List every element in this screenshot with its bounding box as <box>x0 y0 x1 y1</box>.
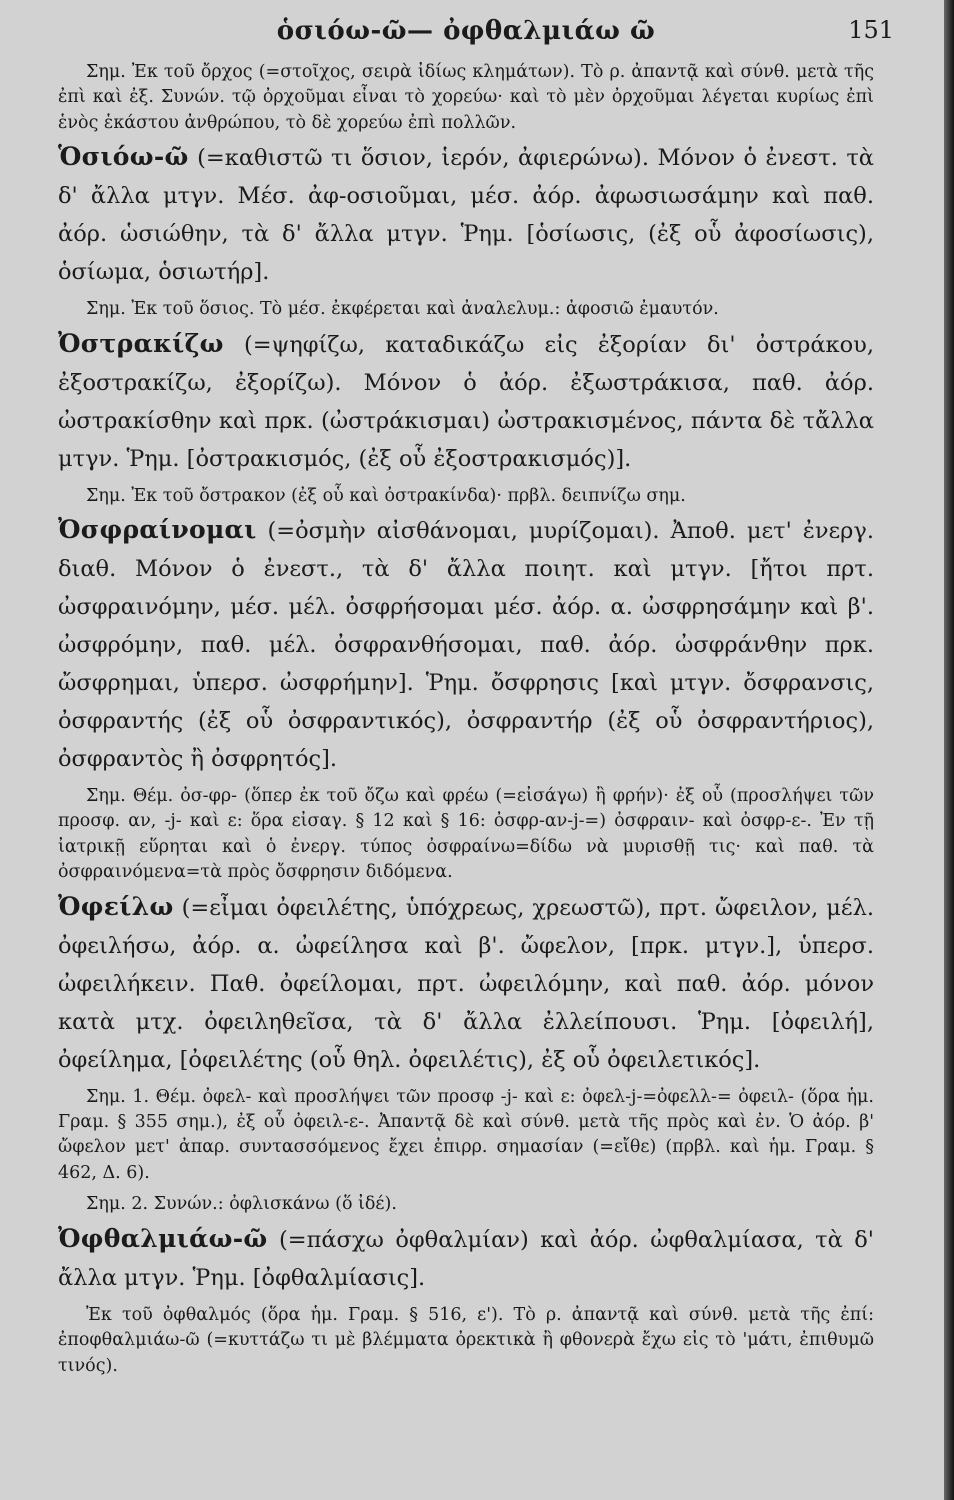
entry-lemma: Ὀφείλω <box>58 891 174 921</box>
note-text: Σημ. Ἐκ τοῦ ὄστρακον (ἐξ οὗ καὶ ὀστρακίνδα)· πρβλ. δειπνίζω σημ. <box>86 485 686 506</box>
note-text: Σημ. 1. Θέμ. ὀφελ- καὶ προσλήψει τῶν προσφ -j- καὶ ε: ὀφελ-j-=ὀφελλ-= ὀφειλ- (ὅρα ἡμ. Γραμ. § 355 σημ.), ἐξ οὗ ὀφειλ-ε-. Ἀπαντᾷ δὲ καὶ σύνθ. μετὰ τῆς πρὸς καὶ ἐν. Ὁ ἀόρ. β' ὤφελον μετ' ἀπαρ. συντασσόμενος ἔχει ἐπιρρ. σημασίαν (=εἴθε) (πρβλ. καὶ ἡμ. Γραμ. § 462, Δ. 6). <box>58 1086 874 1183</box>
note-ostrakizo <box>58 484 874 509</box>
entry-lemma: Ὀστρακίζω <box>58 328 224 358</box>
note-opheilo-1 <box>58 1085 874 1187</box>
note-text: Σημ. 2. Συνών.: ὀφλισκάνω (ὅ ἰδέ). <box>86 1194 397 1215</box>
page-header <box>58 10 894 54</box>
entry-osphrainomai <box>58 511 874 778</box>
page-number: 151 <box>848 16 894 44</box>
note-orcheomai <box>58 60 874 136</box>
entry-text: (=ὀσμὴν αἰσθάνομαι, μυρίζομαι). Ἀποθ. μετ' ἐνεργ. διαθ. Μόνον ὁ ἐνεστ., τὰ δ' ἄλλα ποιητ. καὶ μτγν. [ἤτοι πρτ. ὠσφραινόμην, μέσ. μέλ. ὀσφρήσομαι μέσ. ἀόρ. α. ὠσφρησάμην καὶ β'. ὠσφρόμην, παθ. μέλ. ὀσφρανθήσομαι, παθ. ἀόρ. ὠσφράνθην πρκ. ὤσφρημαι, ὑπερσ. ὠσφρήμην]. Ῥημ. ὄσφρησις [καὶ μτγν. ὄσφρανσις, ὀσφραντής (ἐξ οὗ ὀσφραντικός), ὀσφραντήρ (ἐξ οὗ ὀσφραντήριος), ὀσφραντὸς ἢ ὀσφρητός]. <box>58 518 874 773</box>
entry-hosioo <box>58 138 874 291</box>
entry-lemma: Ὀσφραίνομαι <box>58 515 257 545</box>
entry-ophthalmiao <box>58 1220 874 1297</box>
note-ophthalmiao <box>58 1303 874 1379</box>
entry-text: (=εἶμαι ὀφειλέτης, ὑπόχρεως, χρεωστῶ), πρτ. ὤφειλον, μέλ. ὀφειλήσω, ἀόρ. α. ὠφείλησα καὶ β'. ὤφελον, [πρκ. μτγν.], ὑπερσ. ὠφειλήκειν. Παθ. ὀφείλομαι, πρτ. ὠφειλόμην, καὶ παθ. ἀόρ. μόνον κατὰ μτχ. ὀφειληθεῖσα, τὰ δ' ἄλλα ἐλλείπουσι. Ῥημ. [ὀφειλή], ὀφείλημα, [ὀφειλέτης (οὗ θηλ. ὀφειλέτις), ἐξ οὗ ὀφειλετικός]. <box>58 894 874 1073</box>
note-osphrainomai <box>58 784 874 886</box>
note-text: Σημ. Θέμ. ὀσ-φρ- (ὅπερ ἐκ τοῦ ὄζω καὶ φρέω (=εἰσάγω) ἢ φρήν)· ἐξ οὗ (προσλήψει τῶν προσφ. αν, -j- καὶ ε: ὅρα εἰσαγ. § 12 καὶ § 16: ὀσφρ-αν-j-=) ὀσφραιν- καὶ ὀσφρ-ε-. Ἐν τῇ ἰατρικῇ εὕρηται καὶ ὁ ἐνεργ. τύπος ὀσφραίνω=δίδω νὰ μυρισθῇ τις· καὶ παθ. τὰ ὀσφραινόμενα=τὰ πρὸς ὄσφρησιν διδόμενα. <box>58 786 874 883</box>
running-header-title: ὁσιόω-ῶ— ὀφθαλμιάω ῶ <box>276 16 656 46</box>
entry-opheilo <box>58 888 874 1079</box>
page-edge-shadow <box>944 0 954 1500</box>
entry-text: (=καθιστῶ τι ὅσιον, ἱερόν, ἀφιερώνω). Μόνον ὁ ἐνεστ. τὰ δ' ἄλλα μτγν. Μέσ. ἀφ-οσιοῦμαι, μέσ. ἀόρ. ἀφωσιωσάμην καὶ παθ. ἀόρ. ὡσιώθην, τὰ δ' ἄλλα μτγν. Ῥημ. [ὁσίωσις, (ἐξ οὗ ἀφοσίωσις), ὁσίωμα, ὁσιωτήρ]. <box>58 145 874 286</box>
entry-text: (=ψηφίζω, καταδικάζω εἰς ἐξορίαν δι' ὀστράκου, ἐξοστρακίζω, ἐξορίζω). Μόνον ὁ ἀόρ. ἐξωστράκισα, παθ. ἀόρ. ὠστρακίσθην καὶ πρκ. (ὠστράκισμαι) ὠστρακισμένος, πάντα δὲ τἄλλα μτγν. Ῥημ. [ὀστρακισμός, (ἐξ οὗ ἐξοστρακισμός)]. <box>58 331 874 472</box>
entry-ostrakizo <box>58 325 874 478</box>
note-opheilo-2 <box>58 1192 874 1217</box>
entry-lemma: Ὁσιόω-ῶ <box>58 142 189 172</box>
note-text: Σημ. Ἐκ τοῦ ὄρχος (=στοῖχος, σειρὰ ἰδίως κλημάτων). Τὸ ρ. ἀπαντᾷ καὶ σύνθ. μετὰ τῆς ἐπὶ καὶ ἐξ. Συνών. τῷ ὀρχοῦμαι εἶναι τὸ χορεύω· καὶ τὸ μὲν ὀρχοῦμαι λέγεται κυρίως ἐπὶ ἑνὸς ἑκάστου ἀνθρώπου, τὸ δὲ χορεύω ἐπὶ πολλῶν. <box>58 62 874 133</box>
entry-text: (=πάσχω ὀφθαλμίαν) καὶ ἀόρ. ὠφθαλμίασα, τὰ δ' ἄλλα μτγν. Ῥημ. [ὀφθαλμίασις]. <box>58 1226 874 1291</box>
note-text: Σημ. Ἐκ τοῦ ὅσιος. Τὸ μέσ. ἐκφέρεται καὶ ἀναλελυμ.: ἀφοσιῶ ἐμαυτόν. <box>86 299 719 320</box>
note-hosioo <box>58 297 874 322</box>
entry-lemma: Ὀφθαλμιάω-ῶ <box>58 1223 268 1253</box>
note-text: Ἐκ τοῦ ὀφθαλμός (ὅρα ἡμ. Γραμ. § 516, ε'). Τὸ ρ. ἀπαντᾷ καὶ σύνθ. μετὰ τῆς ἐπί: ἐποφθαλμιάω-ῶ (=κυττάζω τι μὲ βλέμματα ὀρεκτικὰ ἢ φθονερὰ ἔχω εἰς τὸ 'μάτι, ἐπιθυμῶ τινός). <box>58 1304 874 1376</box>
